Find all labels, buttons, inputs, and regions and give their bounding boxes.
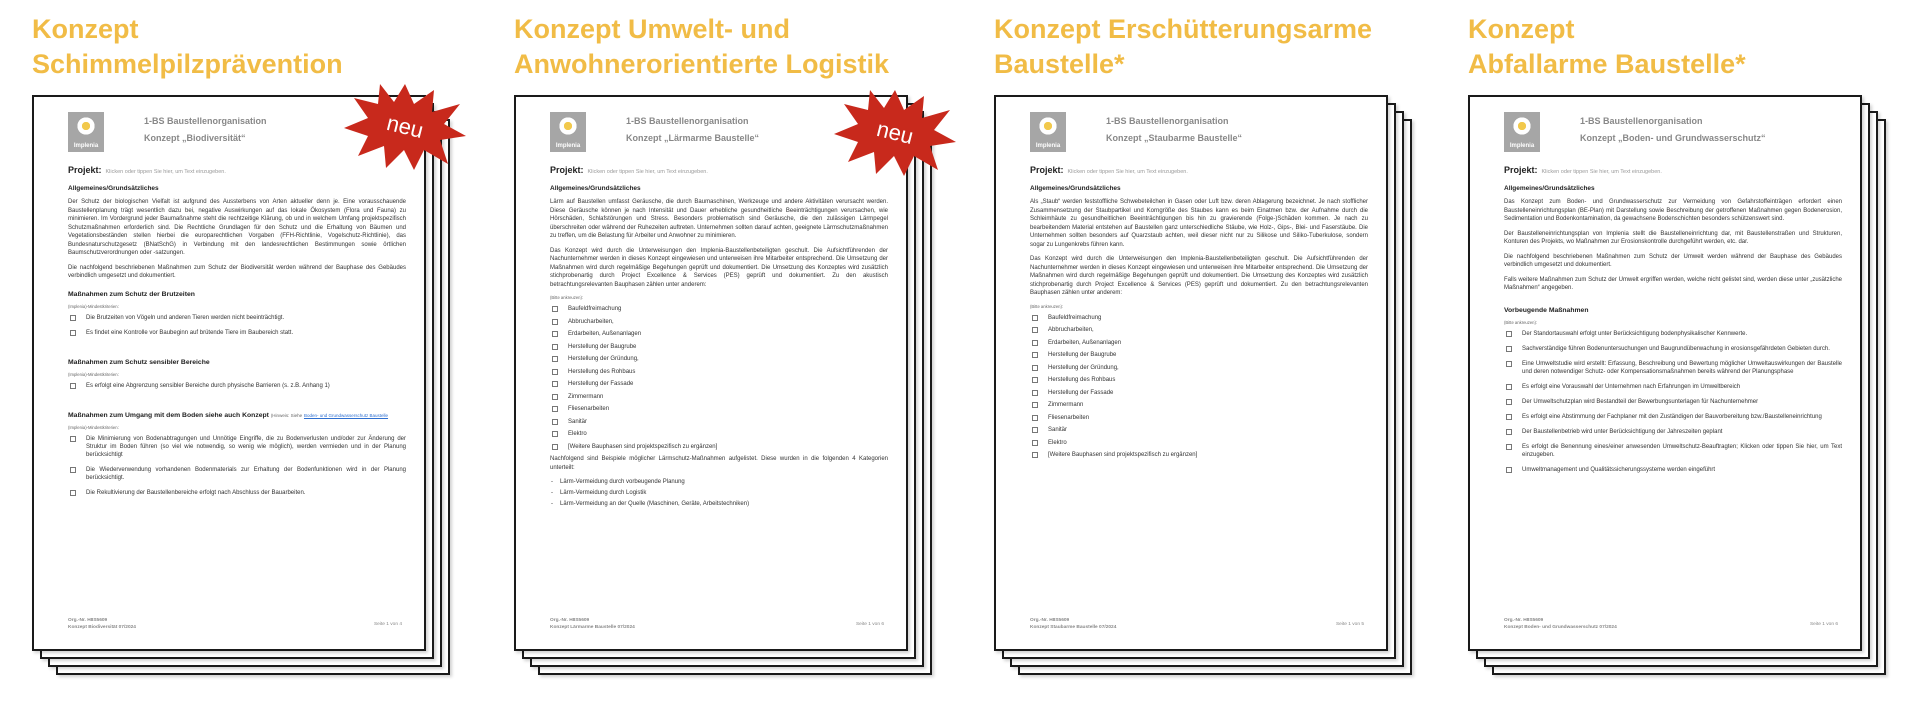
checkbox[interactable] xyxy=(1506,384,1512,390)
concept-title xyxy=(994,12,1372,82)
section-heading: Allgemeines/Grundsätzliches xyxy=(68,185,159,192)
criteria-note: (Implenia)-Mindestkriterien: xyxy=(68,303,119,309)
title-line: Konzept xyxy=(1468,14,1575,44)
checklist-item[interactable] xyxy=(1504,398,1842,406)
footer-org-number: Org.-Nr. H8S5609 xyxy=(550,618,590,623)
checkbox[interactable] xyxy=(70,383,76,389)
paragraph: Der Schutz der biologischen Vielfalt ist aufgrund des Aussterbens von Arten aktueller denn je. Eine vorausschauende Baustellenplanung trägt wesentlich dazu bei, negative Auswirkungen auf das lokale Ökosystem (Flora und Fauna) zu minimieren. Im Vordergrund jeder Baumaßnahme steht die rechtzeitige Klärung, ob und in welchem Umfang projektspezifisch Schutzmaßnahmen erforderlich sind. Die Rechtliche Grundlagen für den Schutz und die Erhaltung von Bäumen und Vegetationsbeständen stellen hierbei die europarechtlichen Vorgaben (FFH-Richtlinie, Vogelschutz-Richtlinie), das Bundesnaturschutzgesetz (BNatSchG) in Verbindung mit den landesrechtlichen Bestimmungen sowie örtlichen Baumschutzverordnungen oder -satzungen. xyxy=(68,199,406,256)
footer-doc-name: Konzept Boden- und Grundwasserschutz 07/2024 xyxy=(1504,625,1617,630)
checklist-item[interactable] xyxy=(550,430,888,438)
paragraph: Falls weitere Maßnahmen zum Schutz der Umwelt ergriffen werden, welche nicht gelistet sind, werden diese unter „zusätzliche Maßnahmen“ angegeben. xyxy=(1504,276,1842,291)
item-text: Sanitär xyxy=(1048,427,1068,433)
checklist-item[interactable] xyxy=(550,418,888,426)
item-text: Umweltmanagement und Qualitätssicherungssysteme werden eingeführt xyxy=(1522,466,1716,473)
neu-badge xyxy=(832,88,958,178)
checkbox[interactable] xyxy=(1032,352,1038,358)
item-text: Elektro xyxy=(1048,439,1067,446)
document-stack[interactable] xyxy=(32,95,437,670)
implenia-logo xyxy=(68,112,104,152)
checkbox[interactable] xyxy=(552,306,558,312)
concept-column-2 xyxy=(514,0,954,721)
checkbox[interactable] xyxy=(70,330,76,336)
checklist-item[interactable] xyxy=(68,382,406,390)
page-number: Seite 1 von 6 xyxy=(1809,622,1838,627)
paragraph: Als „Staub“ werden feststoffliche Schwebeteilchen in Gasen oder Luft bzw. deren Ablagerung bezeichnet. Je nach stofflicher Zusammensetzung der Staubpartikel und Korngröße des Staubes kann es beim Einatmen bzw. der Aufnahme durch die Schleimhäute zu gesundheitlichen Beeinträchtigungen bis hin zu gravierende (Folge-)Schäden kommen. Je nach zu bearbeitendem Material entstehen auf Baustellen ganz unterschiedliche Stäube, wie Holz-, Gips-, Blei- und Faserstäube. Die Unternehmen sollten besonders auf Quarzstaub achten, weil dieser nicht nur zu Silikose und Siliko-Tuberkulose, sondern sogar zu Lungenkrebs führen kann. xyxy=(1030,199,1368,248)
document-page[interactable] xyxy=(1468,95,1862,651)
item-text: Die Rekultivierung der Baustellenbereiche erfolgt nach Abschluss der Bauarbeiten. xyxy=(86,489,306,496)
criteria-note: (Implenia)-Mindestkriterien: xyxy=(68,371,119,377)
checkbox[interactable] xyxy=(552,344,558,350)
checklist-item[interactable] xyxy=(550,343,888,351)
checkbox[interactable] xyxy=(1506,331,1512,337)
checklist-item[interactable] xyxy=(1030,339,1368,347)
checkbox[interactable] xyxy=(552,444,558,450)
paragraph: Nachfolgend sind Beispiele möglicher Lärmschutz-Maßnahmen aufgelistet. Diese wurden in die folgenden 4 Kategorien unterteilt: xyxy=(550,456,888,471)
checklist-item[interactable] xyxy=(550,368,888,376)
checkbox[interactable] xyxy=(1032,315,1038,321)
implenia-logo xyxy=(1030,112,1066,152)
checklist-item[interactable] xyxy=(1030,426,1368,434)
phase-checklist xyxy=(1030,314,1368,460)
logo-text: Implenia xyxy=(1509,143,1535,149)
header-line-2: Konzept „Lärmarme Baustelle“ xyxy=(626,133,760,143)
logo-text: Implenia xyxy=(73,143,99,149)
checkbox[interactable] xyxy=(552,331,558,337)
item-text: Herstellung der Fassade xyxy=(1048,389,1114,396)
checkbox[interactable] xyxy=(552,419,558,425)
checkbox[interactable] xyxy=(1506,444,1512,450)
checkbox[interactable] xyxy=(1506,346,1512,352)
checkbox[interactable] xyxy=(70,315,76,321)
checklist-item[interactable] xyxy=(1030,451,1368,459)
item-text: Erdarbeiten, Außenanlagen xyxy=(568,331,642,337)
checklist-item[interactable] xyxy=(1504,443,1842,459)
checklist-item[interactable] xyxy=(550,405,888,413)
item-text: Der Umweltschutzplan wird Bestandteil der Bewerbungsunterlagen für Nachunternehmer xyxy=(1522,398,1759,405)
item-text: Abbrucharbeiten, xyxy=(568,318,614,325)
checklist-item[interactable] xyxy=(1504,428,1842,436)
item-text: [Weitere Bauphasen sind projektspezifisch zu ergänzen] xyxy=(568,443,718,450)
item-text: Sanitär xyxy=(568,418,588,425)
checklist-item[interactable] xyxy=(68,435,406,459)
paragraph: Das Konzept wird durch die Unterweisungen den Implenia-Baustellenbeteiligten geschult. Die Aufsichtführenden der Nachunternehmer werden in dieses Konzept eingewiesen und unterweisen ihre Mitarbeiter entsprechend. Die Umsetzung der Maßnahmen wird durch regelmäßige Begehungen geprüft und dokumentiert. Die Umsetzung des Konzeptes wird zusätzlich stichprobenartig durch Project Excellence & Services (PES) geprüft und dokumentiert. Zu den akustisch betrachtungsrelevanten Bauphasen zählen unter anderem: xyxy=(550,247,888,288)
concept-column-3 xyxy=(994,0,1434,721)
checklist-item[interactable] xyxy=(1030,351,1368,359)
item-text: Zimmermann xyxy=(568,393,604,400)
item-text: Erdarbeiten, Außenanlagen xyxy=(1048,339,1122,346)
measure-heading xyxy=(68,412,406,419)
item-text: Fliesenarbeiten xyxy=(1048,414,1090,421)
document-page[interactable] xyxy=(994,95,1388,651)
heading-hint: (Hinweis: Siehe xyxy=(270,412,303,418)
paragraph: Das Konzept zum Boden- und Grundwasserschutz zur Vermeidung von Gefahrstoffeinträgen erfordert einen Baustelleneinrichtungsplan (BE-Plan) mit Darstellung sowie Beschreibung der getroffenen Maßnahmen gegen Bodenerosion, Sedimentation und Bodenkontamination, da gewachsene Bodenschichten besonders schützenswert sind. xyxy=(1504,199,1842,222)
checklist-item[interactable] xyxy=(550,393,888,401)
footer-org-number: Org.-Nr. H8S5609 xyxy=(1030,618,1070,623)
checklist-item[interactable] xyxy=(1030,401,1368,409)
project-label: Projekt: xyxy=(550,165,584,175)
checkbox[interactable] xyxy=(1506,467,1512,473)
concept-column-4 xyxy=(1468,0,1908,721)
title-line: Konzept Erschütterungsarme xyxy=(994,14,1373,44)
paragraph: Das Konzept wird durch die Unterweisungen den Implenia-Baustellenbeteiligten geschult. Die Aufsichtführenden der Nachunternehmer werden in dieses Konzept eingewiesen und unterweisen ihre Mitarbeiter entsprechend. Die Umsetzung der Maßnahmen wird durch regelmäßige Begehungen geprüft und dokumentiert. Die Umsetzung des Konzeptes wird zusätzlich stichprobenartig durch Project Excellence & Services (PES) geprüft und dokumentiert. Zu den betrachtungsrelevanten Bauphasen zählen unter anderem: xyxy=(1030,256,1368,296)
header-line-1: 1-BS Baustellenorganisation xyxy=(1580,116,1703,126)
criteria-note: (Bitte ankreuzen): xyxy=(1030,303,1064,309)
checklist-item[interactable] xyxy=(550,305,888,313)
checklist-item[interactable] xyxy=(68,314,406,322)
item-text: Sachverständige führen Bodenuntersuchungen und Baugrundüberwachung in erosionsgefährdeten Gebieten durch. xyxy=(1522,345,1830,352)
header-line-1: 1-BS Baustellenorganisation xyxy=(1106,116,1229,126)
item-text: Die Minimierung von Bodenabtragungen und Unnötige Eingriffe, die zu Bodenverlusten und/oder zur Änderung der Struktur im Boden führen (so viel wie notwendig, so wenig wie möglich), werden vermieden und in der Planung berücksichtigt xyxy=(86,435,406,458)
item-text: Zimmermann xyxy=(1048,402,1084,408)
checkbox[interactable] xyxy=(1506,414,1512,420)
measure-heading: Vorbeugende Maßnahmen xyxy=(1504,306,1589,314)
checklist-item[interactable] xyxy=(1504,466,1842,474)
dash-item: - Lärm-Vermeidung durch Logistik xyxy=(550,489,888,497)
item-text: Baufeldfreimachung xyxy=(1048,314,1102,321)
item-text: Es erfolgt eine Vorauswahl der Unternehmen nach Erfahrungen im Umweltbereich xyxy=(1522,383,1741,390)
title-line: Konzept Umwelt- und xyxy=(514,14,790,44)
heading-text: Maßnahmen zum Umgang mit dem Boden siehe auch Konzept xyxy=(68,411,269,419)
item-text: Herstellung der Gründung, xyxy=(1048,364,1119,371)
flower-icon xyxy=(1512,116,1532,136)
project-label: Projekt: xyxy=(68,165,102,175)
checkbox[interactable] xyxy=(70,490,76,496)
logo-text: Implenia xyxy=(1035,143,1061,149)
project-placeholder[interactable]: Klicken oder tippen Sie hier, um Text einzugeben. xyxy=(1067,169,1188,175)
checklist-item[interactable] xyxy=(1504,413,1842,421)
item-text: Es erfolgt eine Abgrenzung sensibler Bereiche durch physische Barrieren (s. z.B. Anhang 1) xyxy=(86,382,330,389)
checklist-item[interactable] xyxy=(1030,314,1368,322)
checklist-item[interactable] xyxy=(1030,376,1368,384)
checklist-item[interactable] xyxy=(1504,345,1842,353)
title-line: Schimmelpilzprävention xyxy=(32,49,343,79)
checkbox[interactable] xyxy=(1032,390,1038,396)
section-heading: Allgemeines/Grundsätzliches xyxy=(1504,185,1595,192)
flower-icon xyxy=(76,116,96,136)
boden-link[interactable]: Boden- und Grundwasserschutz Baustelle xyxy=(303,412,389,418)
item-text: Der Baustellenbetrieb wird unter Berücksichtigung der Jahreszeiten geplant xyxy=(1522,428,1723,435)
checkbox[interactable] xyxy=(1032,427,1038,433)
item-text: Herstellung der Fassade xyxy=(568,381,634,387)
concept-title xyxy=(1468,12,1746,82)
footer-doc-name: Konzept Biodiversität 07/2024 xyxy=(68,625,136,630)
checkbox[interactable] xyxy=(1032,377,1038,383)
item-text: Die Brutzeiten von Vögeln und anderen Tieren werden nicht beeinträchtigt. xyxy=(86,314,285,321)
paragraph: Die nachfolgend beschriebenen Maßnahmen zum Schutz der Umwelt werden während der Bauphase des Gebäudes verbindlich umgesetzt und dokumentiert. xyxy=(1504,253,1842,268)
section-heading: Allgemeines/Grundsätzliches xyxy=(550,185,641,192)
checkbox[interactable] xyxy=(552,319,558,325)
measure-checklist xyxy=(1504,330,1842,474)
item-text: Elektro xyxy=(568,431,587,437)
item-text: Herstellung der Baugrube xyxy=(568,343,637,350)
checklist-item[interactable] xyxy=(1030,389,1368,397)
header-line-2: Konzept „Biodiversität“ xyxy=(144,133,246,143)
checkbox[interactable] xyxy=(1032,340,1038,346)
checkbox[interactable] xyxy=(1032,365,1038,371)
project-placeholder[interactable]: Klicken oder tippen Sie hier, um Text einzugeben. xyxy=(1541,169,1662,175)
item-text: Abbrucharbeiten, xyxy=(1048,327,1094,333)
checklist-item[interactable] xyxy=(1504,383,1842,391)
concept-title xyxy=(32,12,343,82)
flower-icon xyxy=(558,116,578,136)
concept-title xyxy=(514,12,889,82)
checkbox[interactable] xyxy=(552,381,558,387)
footer-org-number: Org.-Nr. H8S5609 xyxy=(1504,618,1544,623)
page-number: Seite 1 von 6 xyxy=(855,622,884,627)
item-text: Eine Umweltstudie wird erstellt: Erfassung, Beschreibung und Bewertung möglicher Umweltauswirkungen der Baustelle und deren notwendiger Schutz- oder Kompensationsmaßnahmen bereits während der Planungsphase xyxy=(1522,360,1842,375)
checklist-item[interactable] xyxy=(68,466,406,482)
checklist-item[interactable] xyxy=(550,330,888,338)
paragraph: Lärm auf Baustellen umfasst Geräusche, die durch Baumaschinen, Werkzeuge und andere Aktivitäten verursacht werden. Diese Geräusche können je nach Intensität und Dauer erhebliche gesundheitliche Beeinträchtigungen verursachen, wie Hörschäden, Schlafstörungen und Stress. Besonders problematisch sind Geräusche, die den zulässigen Lärmpegel überschreiten oder während der Ruhezeiten auftreten. Unternehmen sollten darauf achten, geeignete Lärmschutzmaßnahmen zu treffen, um die Belastung für Arbeiter und Anwohner zu minimieren. xyxy=(550,199,888,239)
header-line-1: 1-BS Baustellenorganisation xyxy=(144,116,267,126)
checkbox[interactable] xyxy=(552,394,558,400)
footer-doc-name: Konzept Lärmarme Baustelle 07/2024 xyxy=(550,625,635,630)
document-stack[interactable] xyxy=(994,95,1399,670)
checklist-item[interactable] xyxy=(1504,360,1842,376)
checkbox[interactable] xyxy=(552,369,558,375)
document-page[interactable] xyxy=(514,95,908,651)
concept-column-1 xyxy=(32,0,472,721)
paragraph: Die nachfolgend beschriebenen Maßnahmen zum Schutz der Biodiversität werden während der Bauphase des Gebäudes verbindlich umgesetzt und dokumentiert. xyxy=(68,264,406,279)
checklist-item[interactable] xyxy=(68,489,406,497)
measure-heading: Maßnahmen zum Schutz der Brutzeiten xyxy=(68,290,195,298)
item-text: Herstellung der Baugrube xyxy=(1048,352,1117,358)
title-line: Anwohnerorientierte Logistik xyxy=(514,49,890,79)
dash-item: - Lärm-Vermeidung durch vorbeugende Planung xyxy=(550,478,888,486)
criteria-note: (Implenia)-Mindestkriterien: xyxy=(68,424,119,430)
checklist-item[interactable] xyxy=(550,380,888,388)
checkbox[interactable] xyxy=(552,356,558,362)
item-text: Der Standortauswahl erfolgt unter Berücksichtigung bodenphysikalischer Kennwerte. xyxy=(1522,330,1748,337)
dash-item: - Lärm-Vermeidung an der Quelle (Maschinen, Geräte, Arbeitstechniken) xyxy=(550,500,888,508)
checkbox[interactable] xyxy=(1032,440,1038,446)
checkbox[interactable] xyxy=(1032,415,1038,421)
footer-org-number: Org.-Nr. H8S5609 xyxy=(68,618,108,623)
item-text: Fliesenarbeiten xyxy=(568,406,610,412)
phase-checklist xyxy=(550,305,888,451)
badge-text: neu xyxy=(874,115,916,150)
logo-text: Implenia xyxy=(555,143,581,149)
implenia-logo xyxy=(550,112,586,152)
checkbox[interactable] xyxy=(1506,429,1512,435)
checkbox[interactable] xyxy=(1506,399,1512,405)
title-line: Abfallarme Baustelle* xyxy=(1468,49,1746,79)
badge-text: neu xyxy=(384,109,426,144)
header-line-2: Konzept „Staubarme Baustelle“ xyxy=(1106,133,1243,143)
footer-doc-name: Konzept Staubarme Baustelle 07/2024 xyxy=(1030,625,1117,630)
checklist-item[interactable] xyxy=(550,355,888,363)
page-number: Seite 1 von 4 xyxy=(373,622,402,627)
item-text: Baufeldfreimachung xyxy=(568,306,622,312)
flower-icon xyxy=(1038,116,1058,136)
checkbox[interactable] xyxy=(70,467,76,473)
document-stack[interactable] xyxy=(1468,95,1873,670)
item-text: Herstellung des Rohbaus xyxy=(1048,377,1116,383)
checklist-item[interactable] xyxy=(1030,364,1368,372)
checklist-item[interactable] xyxy=(550,443,888,451)
project-field[interactable] xyxy=(1504,165,1842,175)
project-placeholder[interactable]: Klicken oder tippen Sie hier, um Text einzugeben. xyxy=(105,169,226,175)
item-text: Herstellung der Gründung, xyxy=(568,356,639,362)
checklist-item[interactable] xyxy=(550,318,888,326)
criteria-note: (Bitte ankreuzen): xyxy=(550,295,584,300)
checkbox[interactable] xyxy=(1032,402,1038,408)
measure-heading: Maßnahmen zum Schutz sensibler Bereiche xyxy=(68,358,210,366)
checkbox[interactable] xyxy=(552,431,558,437)
section-heading: Allgemeines/Grundsätzliches xyxy=(1030,185,1121,192)
paragraph: Der Baustelleneinrichtungsplan von Implenia stellt die Baustelleneinrichtung dar, mit Baustellenstraßen und Strukturen, Konturen des Projekts, wo Maßnahmen zur Erosionskontrolle durchgeführt werden, etc. dar. xyxy=(1504,230,1842,245)
item-text: Es findet eine Kontrolle vor Baubeginn auf brütende Tiere im Baubereich statt. xyxy=(86,329,294,336)
title-line: Baustelle* xyxy=(994,49,1125,79)
checkbox[interactable] xyxy=(1506,361,1512,367)
project-placeholder[interactable]: Klicken oder tippen Sie hier, um Text einzugeben. xyxy=(587,169,708,175)
project-field[interactable] xyxy=(1030,165,1368,175)
checklist-item[interactable] xyxy=(1504,330,1842,338)
checklist-item[interactable] xyxy=(68,329,406,337)
document-page[interactable] xyxy=(32,95,426,651)
page-number: Seite 1 von 5 xyxy=(1335,622,1364,627)
checklist-item[interactable] xyxy=(1030,439,1368,447)
project-label: Projekt: xyxy=(1030,165,1064,175)
header-line-1: 1-BS Baustellenorganisation xyxy=(626,116,749,126)
criteria-note: (Bitte ankreuzen): xyxy=(1504,319,1538,325)
item-text: Herstellung des Rohbaus xyxy=(568,368,636,375)
item-text: Die Wiederverwendung vorhandenen Bodenmaterials zur Erhaltung der Bodenfunktionen wird in der Planung berücksichtigt. xyxy=(86,466,406,481)
checkbox[interactable] xyxy=(70,436,76,442)
checkbox[interactable] xyxy=(1032,452,1038,458)
title-line: Konzept xyxy=(32,14,139,44)
neu-badge xyxy=(342,82,468,172)
header-line-2: Konzept „Boden- und Grundwasserschutz“ xyxy=(1580,133,1766,143)
item-text: Es erfolgt die Benennung eines/einer anwesenden Umweltschutz-Beauftragten; Klicken oder tippen Sie hier, um Text einzugeben. xyxy=(1522,443,1842,458)
item-text: [Weitere Bauphasen sind projektspezifisch zu ergänzen] xyxy=(1048,452,1198,458)
checkbox[interactable] xyxy=(552,406,558,412)
checkbox[interactable] xyxy=(1032,327,1038,333)
document-stack[interactable] xyxy=(514,95,919,670)
project-label: Projekt: xyxy=(1504,165,1538,175)
checklist-item[interactable] xyxy=(1030,414,1368,422)
implenia-logo xyxy=(1504,112,1540,152)
item-text: Es erfolgt eine Abstimmung der Fachplaner mit den Zuständigen der Bauvorbereitung bzw./Baustelleneinrichtung xyxy=(1522,413,1822,420)
checklist-item[interactable] xyxy=(1030,326,1368,334)
